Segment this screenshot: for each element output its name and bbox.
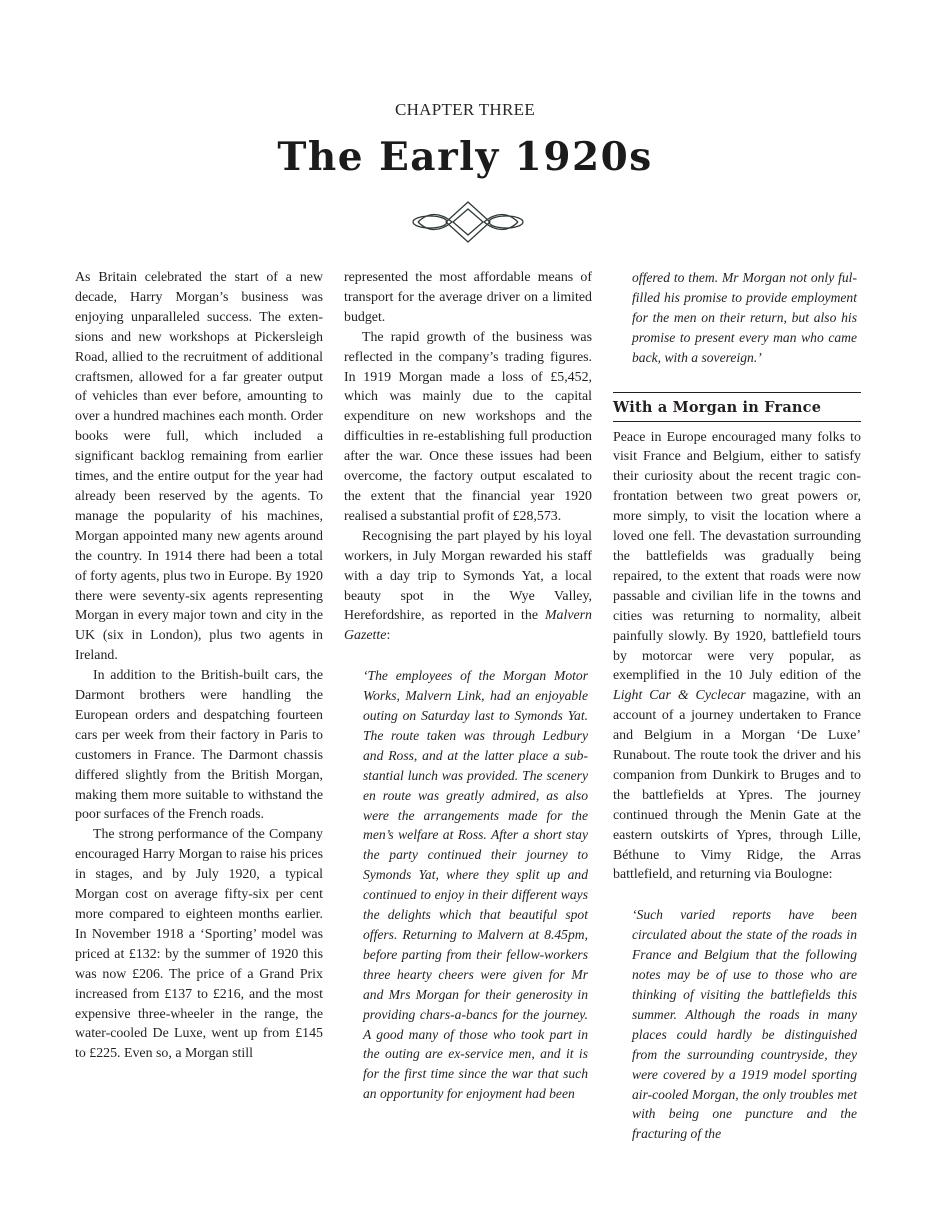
paragraph: As Britain celebrated the start of a new decade, Harry Morgan’s business was enjoying unparalleled success. The extensions and new workshops at Pickersleigh Road, allied to the recruitment of additional craftsmen, allowed for a far greater output of vehicles than ever before, amounting to over a hundred machines each month. Order books were full, which included a significant backlog remaining from earlier times, and the entire output for the year had already been reserved by the agents. To manage the popularity of his machines, Morgan appointed many new agents around the country. In 1914 there had been a total of forty agents, plus two in Europe. By 1920 there were seventy-six agents representing Morgan in every major town and city in the UK (six in London), plus two agents in Ireland. — [75, 270, 323, 664]
paragraph: The strong performance of the Company encouraged Harry Morgan to raise his prices in stages, and by July 1920, a typical Morgan cost on average fifty-six per cent more compared to eighteen months earlier. In November 1918 a ‘Sporting’ model was priced at £132: by the summer of 1920 this was now £206. The price of a Grand Prix increased from £137 to £216, and the most expensive three-wheeler in the range, the water-cooled De Luxe, went up from £145 to £225. Even so, a Morgan still — [75, 827, 323, 1062]
paragraph-text: Recognising the part played by his loyal workers, in July Morgan rewarded his staff with a day trip to Symonds Yat, a local beauty spot in the Wye Valley, Herefordshire, as reported in the — [344, 528, 592, 624]
chapter-title: The Early 1920s — [277, 134, 653, 180]
paragraph-text: magazine, with an account of a journey undertaken to France and Belgium in a Morgan ‘De Luxe’ Runabout. The route took the driver and his companion from Dunkirk to Bruges and to the battlefields at Ypres. The journey continued through the Menin Gate at the eastern outskirts of Ypres, through Lille, Béthune to Vimy Ridge, the Arras battlefield, and returning via Boulogne: — [613, 688, 861, 883]
text-column-2 — [344, 268, 592, 1104]
block-quote: ‘The employees of the Morgan Motor Works, Malvern Link, had an enjoyable outing on Saturday last to Symonds Yat. The route taken was through Ledbury and Ross, and at the latter place a substantial lunch was provided. The scenery en route was greatly admired, as also were the arrangements made for the men’s welfare at Ross. After a short stay the party continued their journey to Symonds Yat, where they split up and continued to enjoy in their different ways the delights which that beautiful spot offers. Returning to Malvern at 8.45pm, before parting from their fellow-workers three hearty cheers were given for Mr and Mrs Morgan for their generosity in providing chars-a-bancs for the journey. A good many of those who took part in the outing are ex-service men, and it is for the first time since the war that such an opportunity for enjoyment had been — [363, 668, 588, 1102]
publication-title: Malvern Gazette — [344, 608, 592, 644]
paragraph-text: : — [386, 628, 391, 644]
text-column-1 — [75, 268, 323, 1064]
paragraph — [344, 527, 592, 646]
section-heading: With a Morgan in France — [613, 398, 822, 416]
block-quote: ‘Such varied reports have been circulated about the state of the roads in France and Belgium that the following notes may be of use to those who are thinking of visiting the battlefields this summer. Although the roads in many places could hardly be distinguished from the surrounding countryside, they were covered by a 1919 model sporting air-cooled Morgan, the only troubles met with being one puncture and the fracturing of the — [632, 907, 857, 1142]
paragraph: The rapid growth of the business was reflected in the company’s trading figures. In 1919 Morgan made a loss of £5,452, which was mainly due to the capital expenditure on new workshops and the difficulties in re-establishing full production after the war. Once these issues had been overcome, the factory output escalated to the extent that the financial year 1920 realised a substantial profit of £28,573. — [344, 329, 592, 524]
decorative-flourish-icon — [410, 200, 526, 244]
chapter-label: CHAPTER THREE — [394, 100, 536, 119]
paragraph-text: Peace in Europe encouraged many folks to visit France and Belgium, either to satisfy their curiosity about the recent tragic confrontation between two great powers or, more simply, to visit the location where a loved one fell. The devastation surrounding the battlefields was gradually being repaired, to the extent that roads were now passable and civilian life in the towns and cities was returning to normality, albeit painfully slowly. By 1920, battlefield tours by motorcar were very popular, as exemplified in the 10 July edition of the — [613, 429, 861, 684]
paragraph: In addition to the British-built cars, the Darmont brothers were handling the European orders and despatching fourteen cars per week from their factory in Paris to customers in France. The Darmont chassis differed slightly from the British Morgan, making them more suitable to withstand the poor surfaces of the French roads. — [75, 668, 323, 823]
paragraph: represented the most affordable means of transport for the average driver on a limited budget. — [344, 270, 592, 325]
section-heading-block — [613, 392, 861, 422]
text-column-3 — [613, 268, 861, 1144]
block-quote-continued: offered to them. Mr Morgan not only fulfilled his promise to provide employment for the men on their return, but also his promise to present every man who came back, with a sovereign.’ — [632, 270, 857, 365]
publication-title: Light Car & Cyclecar — [613, 688, 746, 704]
paragraph — [613, 428, 861, 886]
